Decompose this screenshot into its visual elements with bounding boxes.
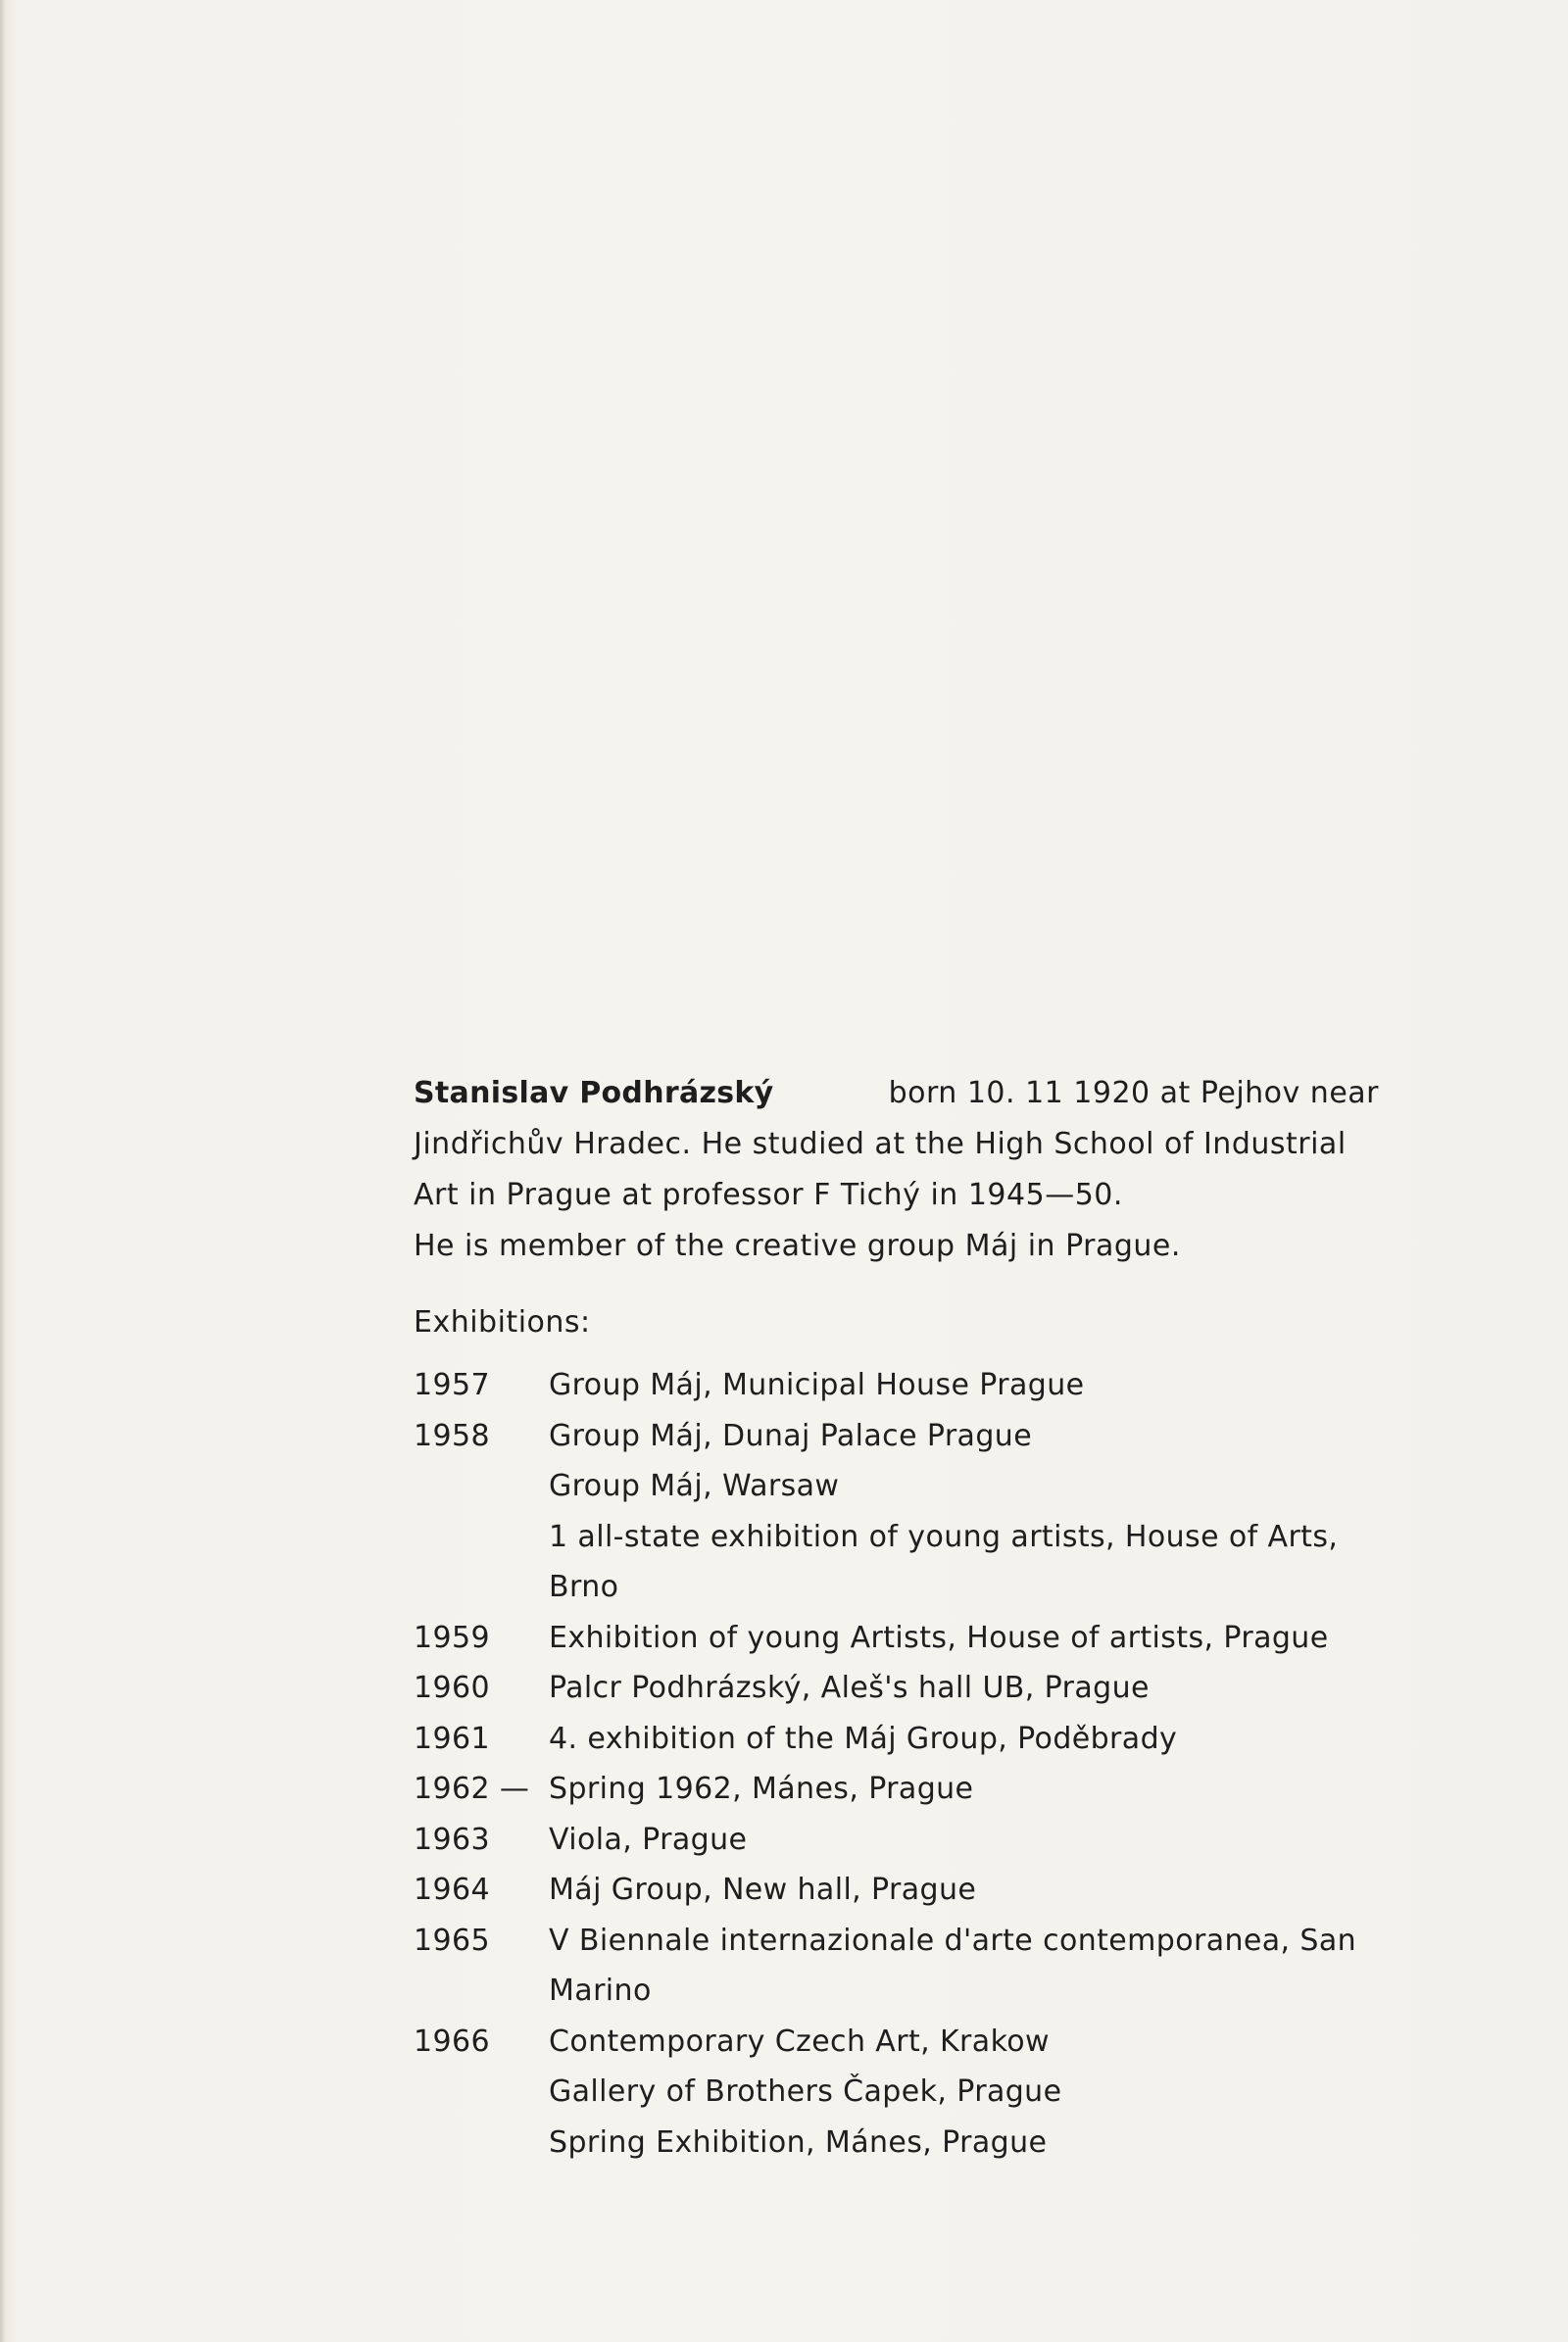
- exhibition-entry: Marino: [549, 1974, 652, 2008]
- bio-line-2: Jindřichův Hradec. He studied at the High School of Industrial: [414, 1127, 1347, 1161]
- exhibitions-heading: Exhibitions:: [414, 1305, 591, 1340]
- page-spine-shadow: [0, 0, 6, 2342]
- exhibition-row-1965: [414, 1916, 1379, 2017]
- exhibition-row-1957: [414, 1360, 1379, 1411]
- exhibition-year: 1960: [414, 1671, 490, 1705]
- exhibition-row-1966: [414, 2017, 1379, 2169]
- exhibition-entry: Exhibition of young Artists, House of artists, Prague: [549, 1620, 1329, 1655]
- exhibition-entry: 1 all-state exhibition of young artists, House of Arts,: [549, 1519, 1339, 1554]
- exhibition-entry: Group Máj, Dunaj Palace Prague: [549, 1418, 1033, 1453]
- exhibition-entry: V Biennale internazionale d'arte contemporanea, San: [549, 1923, 1357, 1958]
- exhibition-entry: Spring Exhibition, Mánes, Prague: [549, 2124, 1048, 2160]
- exhibition-year: 1963: [414, 1822, 490, 1857]
- exhibitions-list: [414, 1360, 1379, 2168]
- exhibition-entry: Gallery of Brothers Čapek, Prague: [549, 2074, 1062, 2109]
- exhibition-row-1958: [414, 1411, 1379, 1613]
- exhibition-year: 1965: [414, 1923, 490, 1958]
- exhibition-year: 1957: [414, 1368, 490, 1402]
- exhibition-entry: Palcr Podhrázský, Aleš's hall UB, Prague: [549, 1671, 1150, 1705]
- exhibition-entry: Máj Group, New hall, Prague: [549, 1873, 977, 1907]
- exhibition-year: 1964: [414, 1873, 490, 1907]
- exhibition-row-1964: [414, 1865, 1379, 1916]
- bio-line-3: Art in Prague at professor F Tichý in 1945—50.: [414, 1178, 1123, 1212]
- exhibition-row-1961: [414, 1714, 1379, 1765]
- exhibition-entry: Brno: [549, 1570, 619, 1604]
- biography-block: [414, 1068, 1379, 2168]
- exhibition-entry: Group Máj, Warsaw: [549, 1469, 840, 1503]
- bio-line-1: [414, 1068, 1379, 1119]
- bio-birth-text: born 10. 11 1920 at Pejhov near: [888, 1076, 1379, 1110]
- exhibition-year: 1966: [414, 2024, 490, 2059]
- exhibition-year: 1959: [414, 1620, 490, 1655]
- exhibition-year: 1961: [414, 1721, 490, 1756]
- exhibition-year: 1958: [414, 1418, 490, 1453]
- artist-name: Stanislav Podhrázský: [414, 1076, 774, 1110]
- exhibition-entry: Viola, Prague: [549, 1822, 748, 1857]
- exhibition-row-1959: [414, 1613, 1379, 1664]
- exhibition-year: 1962 —: [414, 1772, 530, 1806]
- exhibition-entry: Spring 1962, Mánes, Prague: [549, 1772, 974, 1806]
- exhibition-entry: Group Máj, Municipal House Prague: [549, 1368, 1085, 1402]
- exhibition-row-1963: [414, 1815, 1379, 1866]
- bio-line-4: He is member of the creative group Máj in Prague.: [414, 1229, 1181, 1263]
- exhibition-entry: 4. exhibition of the Máj Group, Poděbrady: [549, 1721, 1178, 1756]
- exhibition-row-1962: [414, 1764, 1379, 1815]
- exhibition-row-1960: [414, 1663, 1379, 1714]
- exhibition-entry: Contemporary Czech Art, Krakow: [549, 2024, 1050, 2059]
